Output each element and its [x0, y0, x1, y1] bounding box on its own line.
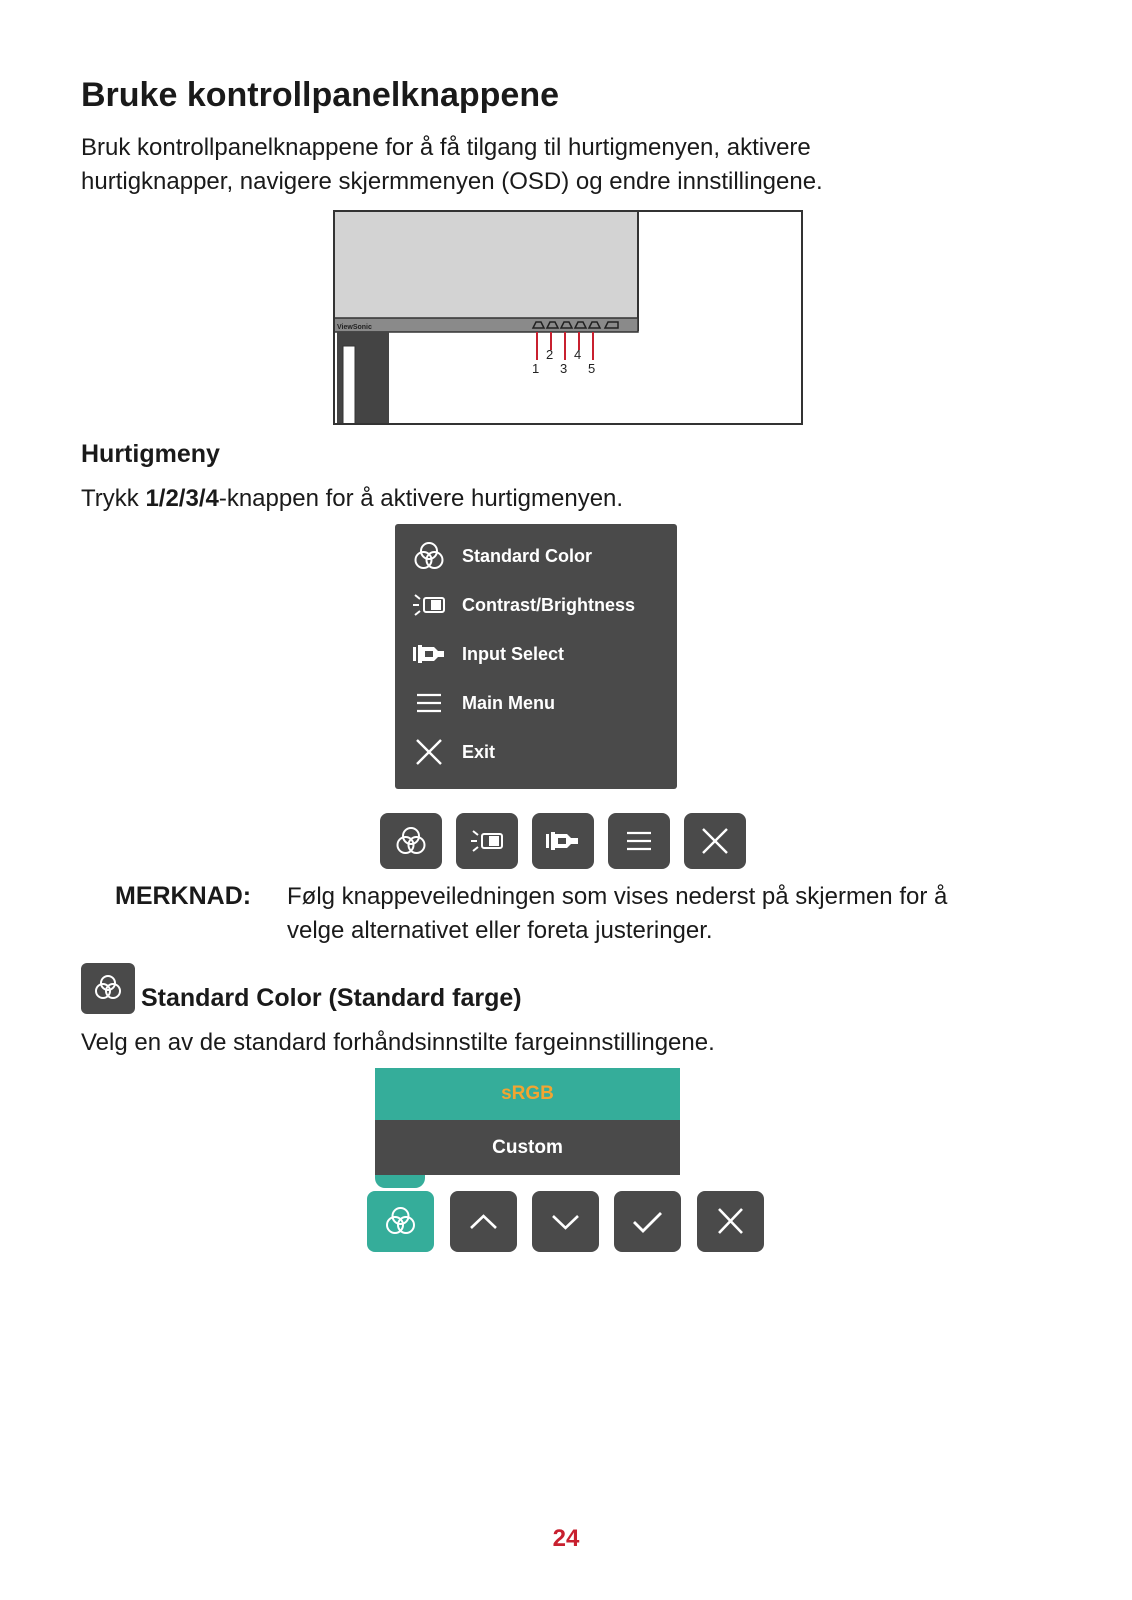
- contrast-brightness-icon: [411, 587, 447, 623]
- quick-menu-item-standard-color[interactable]: [395, 534, 677, 578]
- standard-color-active-button[interactable]: [367, 1191, 434, 1252]
- up-button[interactable]: [450, 1191, 517, 1252]
- button-label-3: 3: [560, 361, 568, 376]
- quick-menu-item-exit[interactable]: [395, 730, 677, 774]
- quick-menu-label: Standard Color: [462, 545, 593, 566]
- intro-line-1: Bruk kontrollpanelknappene for å få tilgang til hurtigmenyen, aktivere: [81, 134, 811, 161]
- page-title: Bruke kontrollpanelknappene: [81, 76, 559, 114]
- quick-menu-heading: Hurtigmeny: [81, 440, 220, 468]
- quick-menu-item-contrast-brightness[interactable]: [395, 583, 677, 627]
- exit-button[interactable]: [697, 1191, 764, 1252]
- check-icon: [614, 1191, 681, 1252]
- quick-menu-item-main-menu[interactable]: [395, 681, 677, 725]
- quick-menu-label: Main Menu: [462, 692, 555, 713]
- color-circles-icon: [367, 1191, 434, 1252]
- hotkey-standard-color-button[interactable]: [380, 813, 442, 869]
- hotkey-exit-button[interactable]: [684, 813, 746, 869]
- hotkey-contrast-brightness-button[interactable]: [456, 813, 518, 869]
- close-icon: [697, 1191, 764, 1252]
- menu-icon: [608, 813, 670, 869]
- chevron-up-icon: [450, 1191, 517, 1252]
- quick-menu-label: Exit: [462, 741, 496, 762]
- chevron-down-icon: [532, 1191, 599, 1252]
- page-number: 24: [552, 1525, 580, 1552]
- button-label-2: 2: [546, 347, 554, 362]
- hotkey-input-select-button[interactable]: [532, 813, 594, 869]
- menu-icon: [411, 685, 447, 721]
- quick-menu-label: Contrast/Brightness: [462, 594, 636, 615]
- monitor-illustration: [335, 212, 803, 425]
- quick-menu-label: Input Select: [462, 643, 565, 664]
- close-icon: [411, 734, 447, 770]
- standard-color-section-icon: [81, 963, 135, 1014]
- down-button[interactable]: [532, 1191, 599, 1252]
- button-label-5: 5: [588, 361, 596, 376]
- color-circles-icon: [411, 538, 447, 574]
- input-select-icon: [532, 813, 594, 869]
- selected-tab-indicator: [375, 1175, 425, 1188]
- quick-menu-item-input-select[interactable]: [395, 632, 677, 676]
- note-text: Følg knappeveiledningen som vises nederst på skjermen for å velge alternativet eller foreta justeringer.: [287, 883, 948, 944]
- standard-color-heading: Standard Color (Standard farge): [141, 984, 522, 1012]
- note-label: MERKNAD:: [115, 882, 252, 910]
- color-option-srgb[interactable]: sRGB: [375, 1068, 680, 1120]
- intro-line-2: hurtigknapper, navigere skjermmenyen (OSD) og endre innstillingene.: [81, 168, 823, 195]
- hotkey-main-menu-button[interactable]: [608, 813, 670, 869]
- quick-menu-panel: [395, 524, 677, 789]
- monitor-diagram: [333, 210, 803, 425]
- brand-logo: ViewSonic: [337, 324, 372, 331]
- button-label-1: 1: [532, 361, 540, 376]
- close-icon: [684, 813, 746, 869]
- contrast-brightness-icon: [456, 813, 518, 869]
- color-circles-icon: [81, 963, 135, 1014]
- standard-color-description: Velg en av de standard forhåndsinnstilte fargeinnstillingene.: [81, 1029, 715, 1056]
- input-select-icon: [411, 636, 447, 672]
- button-label-4: 4: [574, 347, 582, 362]
- confirm-button[interactable]: [614, 1191, 681, 1252]
- standard-color-menu: [375, 1068, 680, 1175]
- color-option-custom[interactable]: Custom: [375, 1120, 680, 1175]
- color-circles-icon: [380, 813, 442, 869]
- quick-menu-instruction: Trykk 1/2/3/4-knappen for å aktivere hurtigmenyen.: [81, 485, 624, 512]
